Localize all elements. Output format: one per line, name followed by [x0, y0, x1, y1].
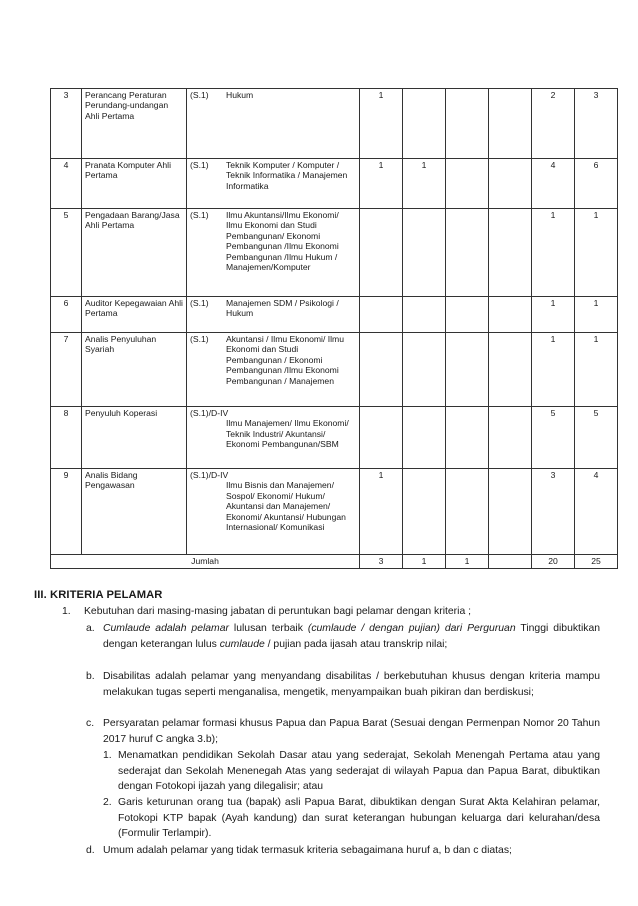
criteria-a	[86, 621, 600, 652]
count-cell	[489, 297, 532, 333]
text-span: Tinggi dibuktikan dengan keterangan lulus	[103, 623, 601, 650]
count-cell	[360, 407, 403, 469]
kualifikasi-cell	[187, 159, 360, 209]
formasi-table	[50, 88, 618, 569]
total-label: Jumlah	[51, 555, 360, 569]
jurusan-text: Teknik Komputer / Komputer / Teknik Informatika / Manajemen Informatika	[226, 160, 348, 191]
count-cell	[403, 407, 446, 469]
item-label: d.	[86, 845, 95, 856]
text-span: lulusan terbaik	[228, 623, 308, 634]
count-cell	[446, 407, 489, 469]
criteria-d	[86, 843, 600, 859]
section-title: III. KRITERIA PELAMAR	[34, 589, 163, 601]
item-number: 2.	[103, 797, 112, 808]
count-cell: 1	[403, 159, 446, 209]
kualifikasi-cell	[187, 407, 360, 469]
criteria-c	[86, 716, 600, 747]
table-row	[51, 407, 618, 469]
count-cell: 3	[575, 89, 618, 159]
kode-pendidikan: (S.1)	[190, 210, 209, 220]
jurusan-text: Hukum	[226, 90, 254, 100]
table-row	[51, 209, 618, 297]
count-cell	[489, 333, 532, 407]
kode-pendidikan: (S.1)/D-IV	[190, 470, 229, 480]
total-cell: 25	[575, 555, 618, 569]
jabatan-cell: Penyuluh Koperasi	[82, 407, 187, 469]
kode-pendidikan: (S.1)	[190, 160, 209, 170]
count-cell	[489, 209, 532, 297]
row-number: 5	[51, 209, 82, 297]
cumlaude-note: (cumlaude / dengan pujian) dari Perguruan	[307, 623, 516, 634]
table-row	[51, 297, 618, 333]
kode-pendidikan: (S.1)	[190, 334, 209, 344]
total-cell: 3	[360, 555, 403, 569]
count-cell: 5	[575, 407, 618, 469]
jabatan-cell: Analis Penyuluhan Syariah	[82, 333, 187, 407]
jabatan-cell: Auditor Kepegawaian Ahli Pertama	[82, 297, 187, 333]
cumlaude-word: cumlaude	[219, 638, 265, 650]
jabatan-cell: Perancang Peraturan Perundang-undangan Ahli Pertama	[82, 89, 187, 159]
kualifikasi-cell	[187, 469, 360, 555]
count-cell: 4	[575, 469, 618, 555]
count-cell: 1	[360, 159, 403, 209]
jurusan-text: Akuntansi / Ilmu Ekonomi/ Ilmu Ekonomi dan Studi Pembangunan / Ekonomi Pembangunan /Ilmu Ekonomi Pembangunan / Manajemen	[226, 334, 344, 386]
item-text: Persyaratan pelamar formasi khusus Papua dan Papua Barat (Sesuai dengan Permenpan Nomor 20 Tahun 2017 huruf C angka 3.b);	[103, 718, 600, 745]
item-number: 1.	[62, 606, 71, 617]
total-cell	[489, 555, 532, 569]
count-cell	[403, 297, 446, 333]
count-cell: 3	[532, 469, 575, 555]
count-cell	[446, 297, 489, 333]
count-cell	[446, 89, 489, 159]
kualifikasi-cell	[187, 333, 360, 407]
item-text: Disabilitas adalah pelamar yang menyandang disabilitas / berkebutuhan khusus dengan kriteria mampu melakukan tugas seperti menganalisa, mengetik, menyampaikan buah pikiran dan berdiskusi;	[103, 671, 600, 698]
count-cell	[403, 89, 446, 159]
total-row	[51, 555, 618, 569]
count-cell	[489, 89, 532, 159]
criteria-c-1	[103, 748, 600, 795]
count-cell: 1	[360, 469, 403, 555]
count-cell	[489, 469, 532, 555]
count-cell	[403, 209, 446, 297]
row-number: 7	[51, 333, 82, 407]
count-cell: 6	[575, 159, 618, 209]
table-row	[51, 333, 618, 407]
count-cell: 5	[532, 407, 575, 469]
item-label: a.	[86, 623, 95, 634]
row-number: 4	[51, 159, 82, 209]
item-text: Umum adalah pelamar yang tidak termasuk kriteria sebagaimana huruf a, b dan c diatas;	[103, 845, 512, 856]
jurusan-text: Ilmu Bisnis dan Manajemen/ Sospol/ Ekonomi/ Hukum/ Akuntansi dan Manajemen/ Ekonomi/ Akuntansi/ Hubungan Internasional/ Komunikasi	[226, 480, 346, 533]
count-cell	[446, 209, 489, 297]
count-cell	[403, 469, 446, 555]
item-text: Kebutuhan dari masing-masing jabatan di peruntukan bagi pelamar dengan kriteria ;	[84, 606, 472, 617]
kualifikasi-cell	[187, 297, 360, 333]
table-row	[51, 469, 618, 555]
count-cell: 1	[532, 297, 575, 333]
jabatan-cell: Pengadaan Barang/Jasa Ahli Pertama	[82, 209, 187, 297]
count-cell: 4	[532, 159, 575, 209]
count-cell	[360, 209, 403, 297]
total-cell: 20	[532, 555, 575, 569]
jurusan-text: Manajemen SDM / Psikologi / Hukum	[226, 298, 339, 319]
kode-pendidikan: (S.1)	[190, 90, 209, 100]
text-span: / pujian pada ijasah atau transkrip nilai;	[264, 638, 448, 650]
item-label: b.	[86, 671, 95, 682]
jurusan-text: Ilmu Manajemen/ Ilmu Ekonomi/ Teknik Industri/ Akuntansi/ Ekonomi Pembangunan/SBM	[226, 418, 349, 450]
kode-pendidikan: (S.1)	[190, 298, 209, 308]
count-cell	[489, 159, 532, 209]
criteria-b	[86, 669, 600, 700]
count-cell: 1	[360, 89, 403, 159]
count-cell	[446, 159, 489, 209]
item-label: c.	[86, 718, 95, 729]
item-text: Menamatkan pendidikan Sekolah Dasar atau yang sederajat, Sekolah Menengah Pertama atau yang sederajat dan Sekolah Menenegah Atas yang sederajat di wilayah Papua dan Papua Barat, dibuktikan dengan Fotokopi ijazah yang dilegalisir; atau	[118, 750, 600, 792]
kualifikasi-cell	[187, 209, 360, 297]
count-cell: 1	[532, 209, 575, 297]
count-cell	[446, 333, 489, 407]
cumlaude-term: Cumlaude adalah pelamar	[103, 623, 229, 634]
item-number: 1.	[103, 750, 112, 761]
count-cell	[489, 407, 532, 469]
total-cell: 1	[403, 555, 446, 569]
jabatan-cell: Pranata Komputer Ahli Pertama	[82, 159, 187, 209]
row-number: 6	[51, 297, 82, 333]
table-row	[51, 159, 618, 209]
table-row	[51, 89, 618, 159]
count-cell: 2	[532, 89, 575, 159]
count-cell	[360, 297, 403, 333]
count-cell: 1	[575, 297, 618, 333]
count-cell	[403, 333, 446, 407]
kualifikasi-cell	[187, 89, 360, 159]
jabatan-cell: Analis Bidang Pengawasan	[82, 469, 187, 555]
row-number: 3	[51, 89, 82, 159]
total-cell: 1	[446, 555, 489, 569]
count-cell: 1	[532, 333, 575, 407]
count-cell: 1	[575, 209, 618, 297]
criteria-c-2	[103, 795, 600, 842]
jurusan-text: Ilmu Akuntansi/Ilmu Ekonomi/ Ilmu Ekonomi dan Studi Pembangunan/ Ekonomi Pembangunan /Ilmu Ekonomi Pembangunan /Ilmu Hukum / Manajemen/Komputer	[226, 210, 339, 273]
count-cell	[360, 333, 403, 407]
item-text: Garis keturunan orang tua (bapak) asli Papua Barat, dibuktikan dengan Surat Akta Kelahiran pelamar, Fotokopi KTP bapak (Ayah kandung) dan surat keterangan hubungan keluarga dari kelurahan/desa (Formulir Terlampir).	[118, 797, 600, 839]
count-cell: 1	[575, 333, 618, 407]
count-cell	[446, 469, 489, 555]
row-number: 8	[51, 407, 82, 469]
kode-pendidikan: (S.1)/D-IV	[190, 408, 229, 418]
criteria-item-1	[62, 604, 602, 620]
row-number: 9	[51, 469, 82, 555]
